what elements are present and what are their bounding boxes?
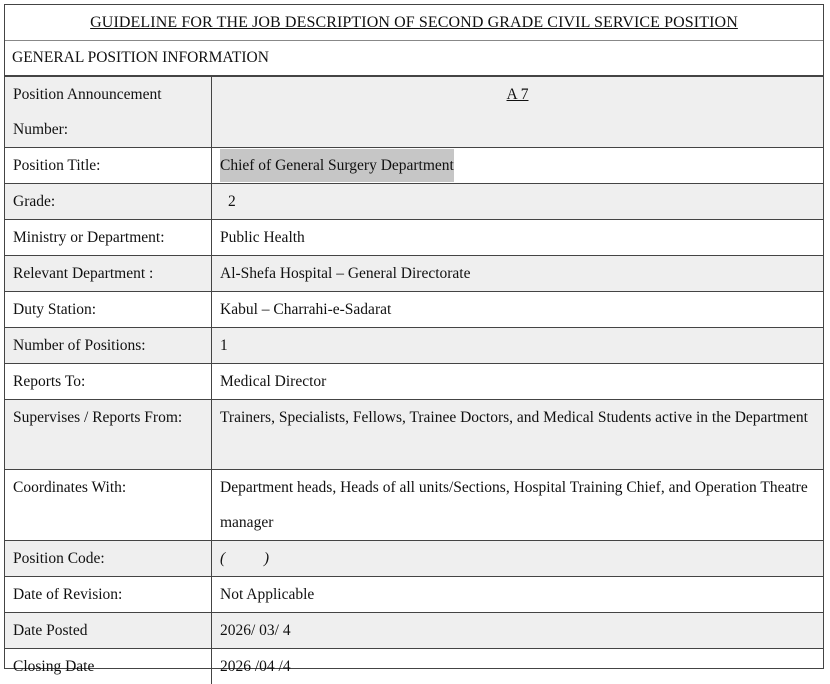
table-row xyxy=(5,77,823,148)
label-announcement-number: Position Announcement Number: xyxy=(5,77,212,148)
label-coordinates-with: Coordinates With: xyxy=(5,470,212,541)
table-row xyxy=(5,364,823,400)
label-relevant-department: Relevant Department : xyxy=(5,256,212,292)
table-row xyxy=(5,220,823,256)
label-reports-to: Reports To: xyxy=(5,364,212,400)
label-grade: Grade: xyxy=(5,184,212,220)
label-ministry: Ministry or Department: xyxy=(5,220,212,256)
table-row xyxy=(5,292,823,328)
value-duty-station: Kabul – Charrahi-e-Sadarat xyxy=(212,292,824,328)
value-closing-date: 2026 /04 /4 xyxy=(212,649,824,684)
table-row xyxy=(5,184,823,220)
value-position-title: Chief of General Surgery Department xyxy=(220,149,454,182)
table-row xyxy=(5,577,823,613)
value-relevant-department: Al-Shefa Hospital – General Directorate xyxy=(212,256,824,292)
value-coordinates-with: Department heads, Heads of all units/Sections, Hospital Training Chief, and Operation Theatre manager xyxy=(212,470,824,541)
table-row xyxy=(5,328,823,364)
value-grade: 2 xyxy=(212,184,824,220)
document-title: GUIDELINE FOR THE JOB DESCRIPTION OF SECOND GRADE CIVIL SERVICE POSITION xyxy=(5,5,823,41)
position-info-table xyxy=(5,76,823,684)
label-closing-date: Closing Date xyxy=(5,649,212,684)
section-heading: GENERAL POSITION INFORMATION xyxy=(5,41,823,76)
table-row xyxy=(5,256,823,292)
value-date-of-revision: Not Applicable xyxy=(212,577,824,613)
label-position-code: Position Code: xyxy=(5,541,212,577)
table-row xyxy=(5,613,823,649)
value-ministry: Public Health xyxy=(212,220,824,256)
value-number-of-positions: 1 xyxy=(212,328,824,364)
value-reports-to: Medical Director xyxy=(212,364,824,400)
value-date-posted: 2026/ 03/ 4 xyxy=(212,613,824,649)
label-supervises: Supervises / Reports From: xyxy=(5,400,212,470)
label-position-title: Position Title: xyxy=(5,148,212,184)
value-supervises: Trainers, Specialists, Fellows, Trainee Doctors, and Medical Students active in the Department xyxy=(212,400,824,470)
label-date-posted: Date Posted xyxy=(5,613,212,649)
label-date-of-revision: Date of Revision: xyxy=(5,577,212,613)
label-duty-station: Duty Station: xyxy=(5,292,212,328)
table-row xyxy=(5,649,823,684)
table-row xyxy=(5,470,823,541)
job-description-document xyxy=(4,4,824,669)
table-row xyxy=(5,400,823,470)
table-row xyxy=(5,148,823,184)
table-row xyxy=(5,541,823,577)
value-announcement-number: A 7 xyxy=(507,86,529,103)
value-position-code: ( ) xyxy=(212,541,824,577)
label-number-of-positions: Number of Positions: xyxy=(5,328,212,364)
